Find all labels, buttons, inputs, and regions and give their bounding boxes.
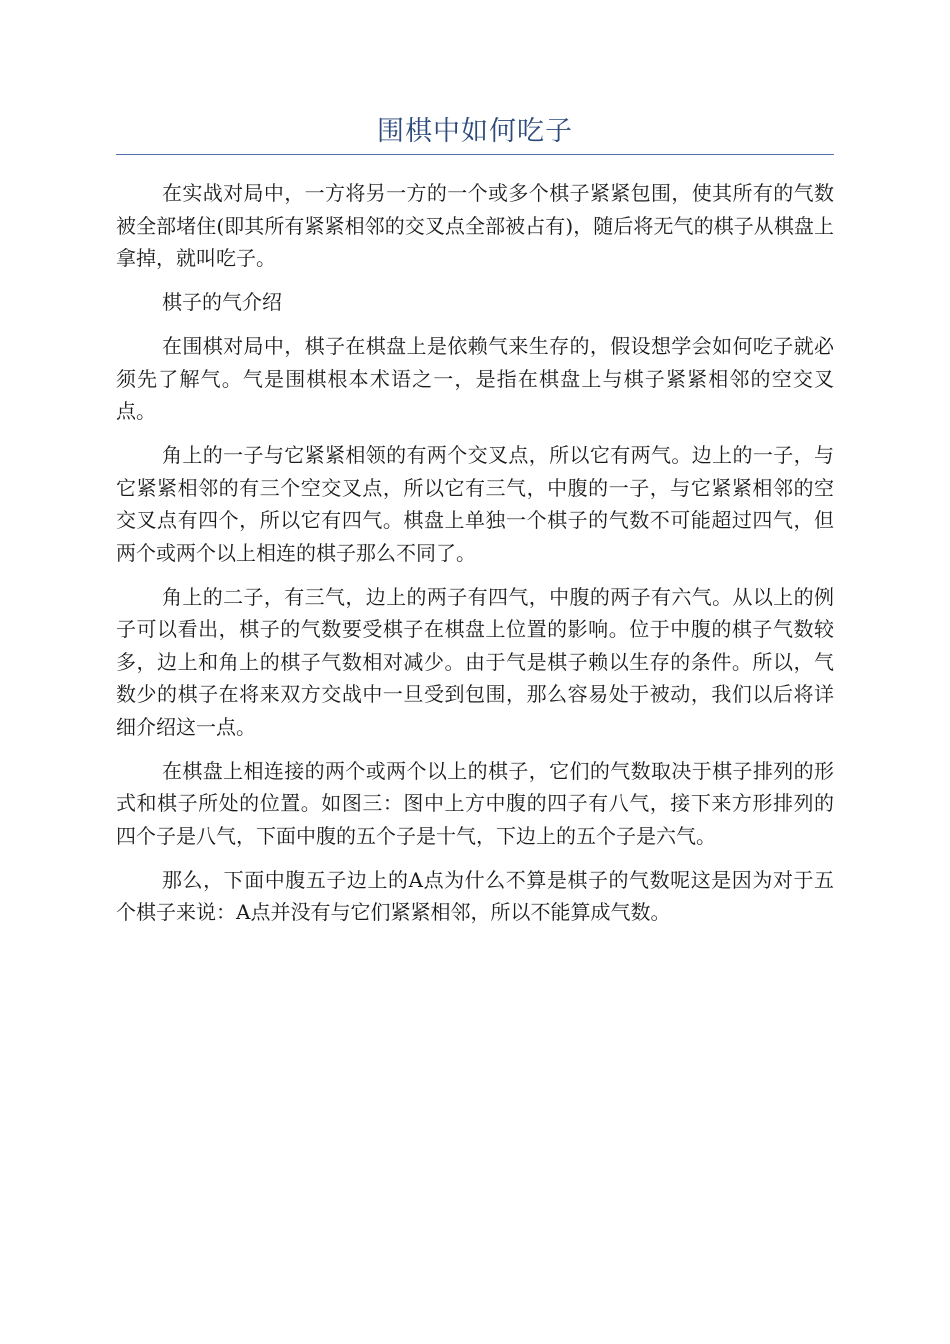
title-underline bbox=[116, 154, 834, 155]
paragraph-single-stone-liberties: 角上的一子与它紧紧相领的有两个交叉点，所以它有两气。边上的一子，与它紧紧相邻的有三个空交叉点，所以它有三气，中腹的一子，与它紧紧相邻的空交叉点有四个，所以它有四气。棋盘上单独一个棋子的气数不可能超过四气，但两个或两个以上相连的棋子那么不同了。 bbox=[116, 443, 834, 565]
document-title: 围棋中如何吃子 bbox=[377, 116, 573, 147]
paragraph-two-stone-liberties: 角上的二子，有三气，边上的两子有四气，中腹的两子有六气。从以上的例子可以看出，棋子的气数要受棋子在棋盘上位置的影响。位于中腹的棋子气数较多，边上和角上的棋子气数相对减少。由于气是棋子赖以生存的条件。所以，气数少的棋子在将来双方交战中一旦受到包围，那么容易处于被动，我们以后将详细介绍这一点。 bbox=[116, 584, 834, 739]
paragraph-intro: 在实战对局中，一方将另一方的一个或多个棋子紧紧包围，使其所有的气数被全部堵住(即其所有紧紧相邻的交叉点全部被占有)，随后将无气的棋子从棋盘上拿掉，就叫吃子。 bbox=[116, 181, 834, 270]
document-body bbox=[116, 177, 834, 940]
paragraph-qi-definition: 在围棋对局中，棋子在棋盘上是依赖气来生存的，假设想学会如何吃子就必须先了解气。气是围棋根本术语之一，是指在棋盘上与棋子紧紧相邻的空交叉点。 bbox=[116, 334, 834, 423]
paragraph-point-a: 那么，下面中腹五子边上的A点为什么不算是棋子的气数呢这是因为对于五个棋子来说：A点并没有与它们紧紧相邻，所以不能算成气数。 bbox=[116, 867, 834, 924]
section-heading-qi: 棋子的气介绍 bbox=[162, 290, 282, 314]
paragraph-connected-stones: 在棋盘上相连接的两个或两个以上的棋子，它们的气数取决于棋子排列的形式和棋子所处的位置。如图三：图中上方中腹的四子有八气，接下来方形排列的四个子是八气，下面中腹的五个子是十气，下边上的五个子是六气。 bbox=[116, 758, 834, 848]
